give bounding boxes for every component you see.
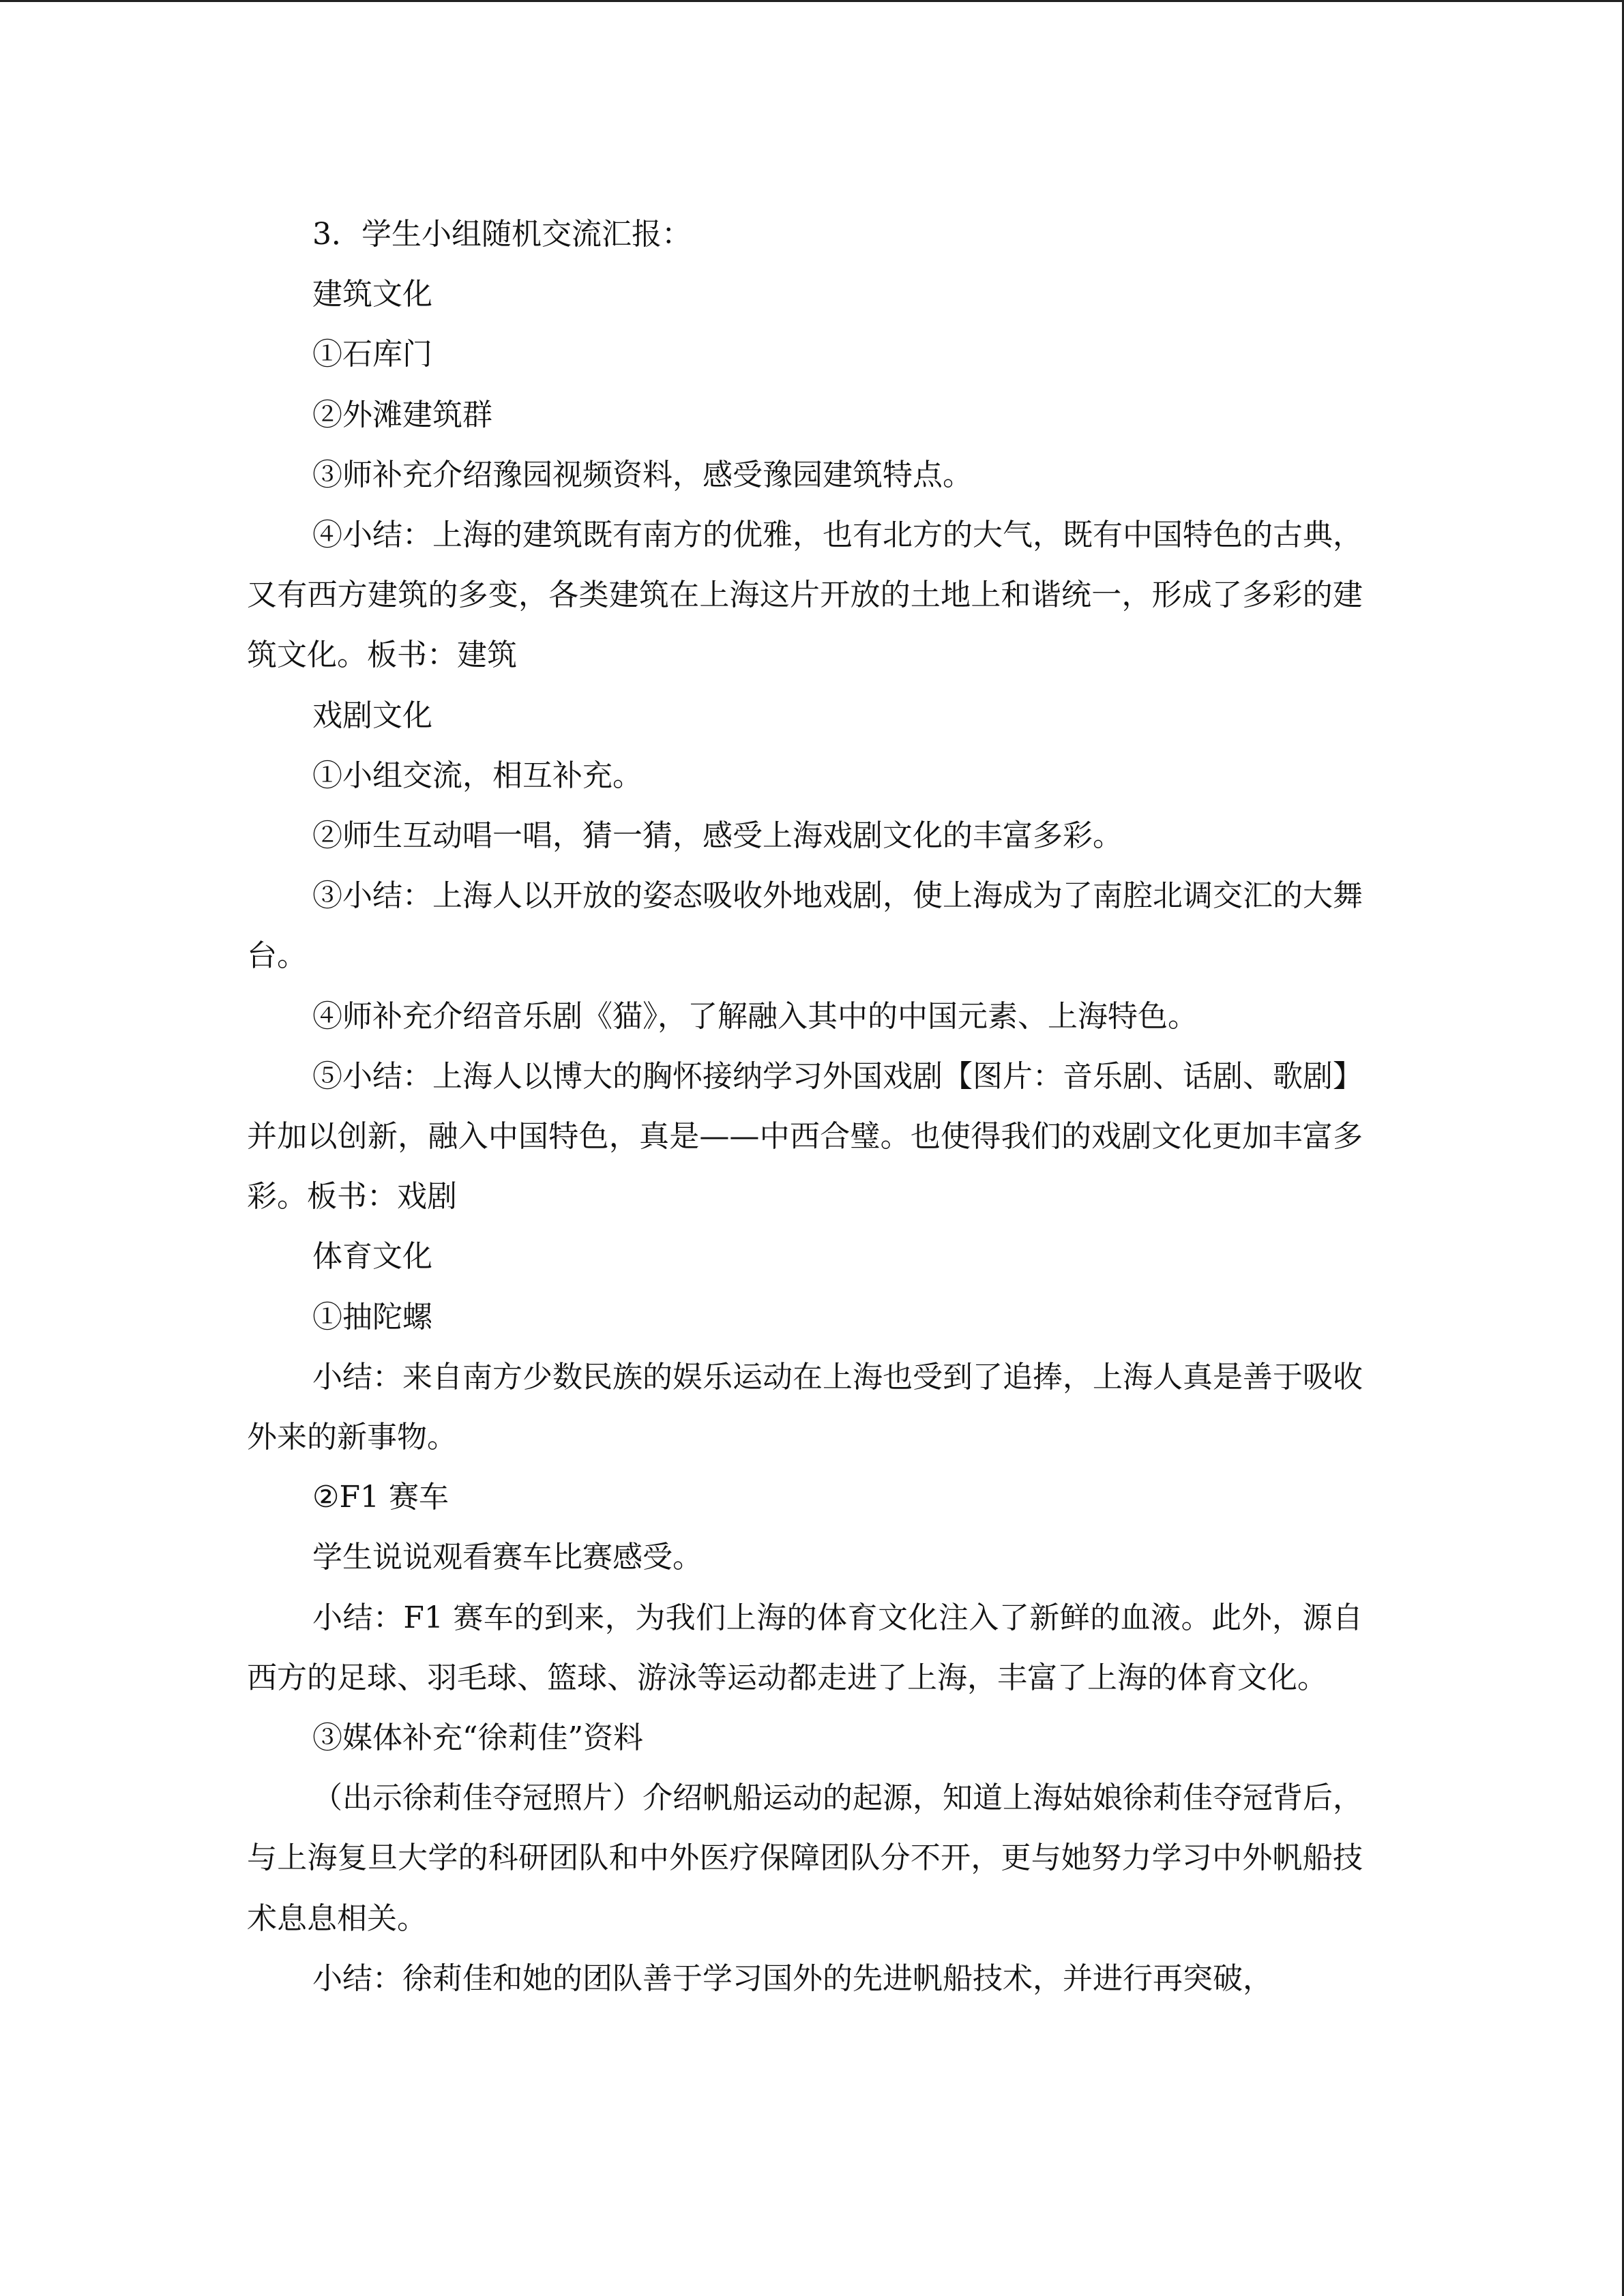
xu-lijia-introduction: （出示徐莉佳夺冠照片）介绍帆船运动的起源，知道上海姑娘徐莉佳夺冠背后，与上海复旦大学的科研团队和中外医疗保障团队分不开，更与她努力学习中外帆船技术息息相关。 [247,1780,1363,1936]
section-sports-title: 体育文化 [312,1239,432,1274]
summary-drama-fusion: ⑤小结：上海人以博大的胸怀接纳学习外国戏剧【图片：音乐剧、话剧、歌剧】并加以创新，融入中国特色，真是——中西合璧。也使得我们的戏剧文化更加丰富多彩。板书：戏剧 [247,1058,1363,1214]
paragraph-report-heading: 3．学生小组随机交流汇报： [312,217,692,252]
student-f1-feelings: 学生说说观看赛车比赛感受。 [312,1540,703,1575]
list-item-group-exchange: ①小组交流，相互补充。 [312,758,643,793]
list-item-musical-cats: ④师补充介绍音乐剧《猫》，了解融入其中的中国元素、上海特色。 [312,998,1198,1034]
list-item-shikumen: ①石库门 [312,337,432,372]
summary-architecture: ④小结：上海的建筑既有南方的优雅，也有北方的大气，既有中国特色的古典，又有西方建筑的多变，各类建筑在上海这片开放的土地上和谐统一，形成了多彩的建筑文化。板书：建筑 [247,518,1363,673]
document-body [247,205,1363,2009]
list-item-xu-lijia-media: ③媒体补充“徐莉佳”资料 [312,1720,643,1756]
list-item-f1-racing: ②F1 赛车 [312,1480,449,1515]
list-item-bund-buildings: ②外滩建筑群 [312,397,492,432]
list-item-yuyuan-video: ③师补充介绍豫园视频资料，感受豫园建筑特点。 [312,457,973,492]
summary-xu-lijia: 小结：徐莉佳和她的团队善于学习国外的先进帆船技术，并进行再突破， [312,1960,1273,1996]
page-top-border [0,0,1624,2]
summary-f1-racing: 小结：F1 赛车的到来，为我们上海的体育文化注入了新鲜的血液。此外，源自西方的足球、羽毛球、篮球、游泳等运动都走进了上海，丰富了上海的体育文化。 [247,1600,1363,1695]
section-drama-title: 戏剧文化 [312,698,432,733]
summary-drama-stage: ③小结：上海人以开放的姿态吸收外地戏剧，使上海成为了南腔北调交汇的大舞台。 [247,878,1363,974]
list-item-sing-guess: ②师生互动唱一唱，猜一猜，感受上海戏剧文化的丰富多彩。 [312,818,1123,854]
summary-spinning-top: 小结：来自南方少数民族的娱乐运动在上海也受到了追捧，上海人真是善于吸收外来的新事物。 [247,1359,1363,1455]
list-item-spinning-top: ①抽陀螺 [312,1299,432,1335]
section-architecture-title: 建筑文化 [312,277,432,312]
